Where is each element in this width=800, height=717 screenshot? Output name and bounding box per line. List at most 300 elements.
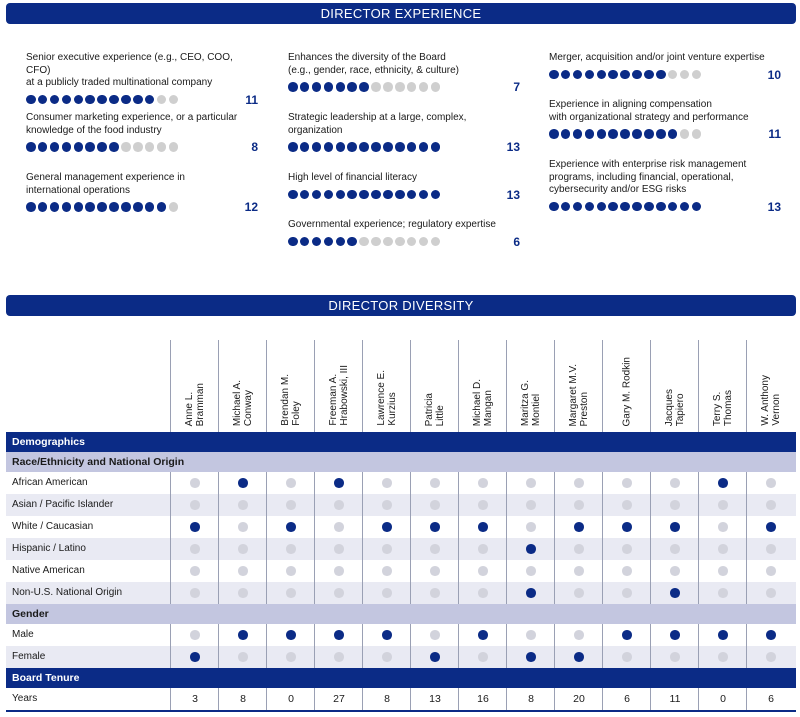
table-cell [218,516,267,538]
skill-count: 13 [767,199,781,214]
table-cell [746,646,795,668]
dot-filled [157,202,167,212]
dot-empty [680,129,690,139]
indicator-empty [238,544,248,554]
skill-label-line: programs, including financial, operational, [549,171,734,183]
table-cell [698,516,747,538]
skill-dot-row [549,200,781,214]
indicator-filled [286,522,296,532]
table-cell [650,538,699,560]
indicator-empty [238,500,248,510]
dot-filled [359,142,369,152]
indicator-empty [670,544,680,554]
director-column-header [362,340,411,432]
table-cell [362,624,411,646]
skill-label [288,219,520,232]
director-column-header [266,340,315,432]
dot-filled [668,129,678,139]
dot-empty [383,237,393,247]
dot-filled [38,142,48,152]
skill-label [549,99,781,124]
table-cell [218,494,267,516]
table-row [6,494,796,516]
indicator-empty [478,652,488,662]
skill-count: 13 [506,140,520,154]
skill-dot-row [549,68,781,82]
dot-filled [312,142,322,152]
dot-filled [573,202,583,212]
indicator-empty [430,500,440,510]
director-name-line: Jacques [664,388,675,426]
table-cell [746,494,795,516]
dot-filled [50,95,60,105]
indicator-filled [286,630,296,640]
table-cell [410,538,459,560]
dot-filled [133,202,143,212]
table-cell [218,472,267,494]
dot-filled [644,70,654,80]
skill-dots [288,190,440,200]
row-label: Male [12,629,34,640]
indicator-empty [286,652,296,662]
director-column-header [650,340,699,432]
dot-filled [74,202,84,212]
indicator-empty [478,500,488,510]
skill-label-line: Experience with enterprise risk management [549,159,747,170]
skill-count: 12 [244,200,258,214]
indicator-empty [334,544,344,554]
director-name-line: Patricia [424,392,435,426]
director-name-line: Terry S. [712,391,723,426]
dot-filled [620,70,630,80]
dot-filled [288,82,298,92]
skill-label-line: Consumer marketing experience, or a particular [26,112,238,123]
skill-label-line: Experience in aligning compensation [549,99,712,110]
table-cell [458,582,507,604]
indicator-empty [190,500,200,510]
dot-empty [169,142,179,152]
board-tenure-section-header: Board Tenure [6,668,796,688]
director-name [280,374,302,426]
table-cell [458,560,507,582]
indicator-empty [718,522,728,532]
indicator-filled [190,522,200,532]
indicator-empty [574,588,584,598]
dot-filled [632,70,642,80]
dot-filled [85,202,95,212]
skill-item [26,52,258,107]
table-cell [650,472,699,494]
director-name [232,380,254,426]
indicator-filled [766,522,776,532]
dot-empty [371,237,381,247]
gender-subsection-header: Gender [6,604,796,624]
dot-filled [597,129,607,139]
table-cell [314,516,363,538]
director-name-line: Kurzius [387,392,398,426]
indicator-empty [190,588,200,598]
indicator-empty [526,478,536,488]
skill-dot-row [26,140,258,154]
dot-filled [97,95,107,105]
dot-filled [145,202,155,212]
dot-filled [419,190,429,200]
director-name-line: Michael A. [232,379,243,426]
table-cell [746,624,795,646]
dot-empty [371,82,381,92]
dot-empty [169,202,179,212]
indicator-empty [190,478,200,488]
years-row [6,688,796,712]
table-cell [602,538,651,560]
director-diversity-banner: DIRECTOR DIVERSITY [6,295,796,316]
skill-label-line: cybersecurity and/or ESG risks [549,184,687,195]
skill-dot-row [288,140,520,154]
table-cell [554,582,603,604]
years-value: 20 [554,688,603,710]
skill-dot-row [288,235,520,249]
table-cell [458,472,507,494]
dot-filled [359,82,369,92]
dot-filled [38,95,48,105]
dot-filled [336,190,346,200]
table-cell [170,472,219,494]
dot-filled [312,190,322,200]
indicator-empty [478,588,488,598]
table-cell [698,646,747,668]
indicator-empty [286,566,296,576]
table-cell [554,646,603,668]
table-cell [410,560,459,582]
dot-filled [133,95,143,105]
table-cell [410,582,459,604]
dot-filled [97,142,107,152]
dot-filled [644,129,654,139]
years-value: 27 [314,688,363,710]
director-name-line: W. Anthony [760,375,771,426]
dot-empty [680,70,690,80]
skill-label [26,172,258,197]
director-name-line: Gary M. Rodkin [621,356,633,426]
dot-filled [549,202,559,212]
indicator-empty [670,478,680,488]
row-label: White / Caucasian [12,521,94,532]
dot-filled [371,142,381,152]
dot-filled [573,70,583,80]
dot-filled [300,142,310,152]
row-label: African American [12,477,88,488]
dot-filled [395,190,405,200]
director-name [760,375,782,426]
dot-filled [312,237,322,247]
dot-filled [407,190,417,200]
table-cell [266,494,315,516]
dot-filled [324,237,334,247]
table-cell [506,538,555,560]
dot-filled [300,82,310,92]
director-name-line: Hrabowski, III [339,365,350,426]
skill-dots [26,202,178,212]
dot-empty [692,70,702,80]
dot-filled [585,202,595,212]
dot-filled [121,95,131,105]
skill-dots [549,202,701,212]
dot-filled [419,142,429,152]
dot-filled [336,82,346,92]
table-cell [458,494,507,516]
dot-filled [395,142,405,152]
director-column-header [170,340,219,432]
skill-label-line: Senior executive experience (e.g., CEO, COO, CFO) [26,52,233,76]
table-cell [362,646,411,668]
table-cell [746,516,795,538]
director-name [472,379,494,426]
skill-dots [26,142,178,152]
director-column-header [314,340,363,432]
indicator-empty [766,652,776,662]
dot-filled [288,237,298,247]
table-cell [698,494,747,516]
indicator-empty [622,544,632,554]
table-cell [650,560,699,582]
indicator-empty [238,588,248,598]
table-cell [218,646,267,668]
indicator-filled [238,478,248,488]
skill-dot-row [26,93,258,107]
dot-empty [419,237,429,247]
indicator-filled [670,522,680,532]
director-name-line: Margaret M.V. [568,363,579,426]
table-cell [746,582,795,604]
skill-dots [288,82,440,92]
dot-filled [431,142,441,152]
dot-filled [561,129,571,139]
table-cell [266,560,315,582]
indicator-empty [382,588,392,598]
director-experience-banner: DIRECTOR EXPERIENCE [6,3,796,24]
row-label: Female [12,651,46,662]
director-name-line: Michael D. [472,378,483,426]
table-cell [458,538,507,560]
indicator-empty [430,478,440,488]
years-value: 8 [362,688,411,710]
dot-filled [85,142,95,152]
skill-label [288,112,520,137]
table-cell [218,538,267,560]
years-value: 8 [506,688,555,710]
table-cell [266,624,315,646]
indicator-filled [190,652,200,662]
skill-label-line: General management experience in [26,172,185,183]
dot-empty [359,237,369,247]
dot-filled [561,70,571,80]
table-cell [314,472,363,494]
table-cell [554,516,603,538]
skill-dots [549,129,701,139]
skill-label [288,172,520,185]
years-value: 8 [218,688,267,710]
dot-filled [50,202,60,212]
dot-filled [324,190,334,200]
skill-dots [288,237,440,247]
indicator-empty [526,630,536,640]
table-cell [602,494,651,516]
skill-dot-row [288,188,520,202]
dot-filled [109,95,119,105]
dot-filled [50,142,60,152]
dot-filled [656,202,666,212]
indicator-filled [430,652,440,662]
table-cell [170,516,219,538]
table-cell [266,646,315,668]
skill-label [26,112,258,137]
indicator-empty [574,544,584,554]
dot-filled [62,202,72,212]
years-value: 0 [698,688,747,710]
table-cell [410,472,459,494]
dot-filled [121,202,131,212]
row-label: Asian / Pacific Islander [12,499,114,510]
table-cell [362,516,411,538]
dot-empty [407,237,417,247]
indicator-filled [718,478,728,488]
table-cell [506,624,555,646]
table-cell [266,538,315,560]
dot-filled [97,202,107,212]
indicator-filled [526,652,536,662]
skill-label-line: with organizational strategy and performance [549,111,749,123]
dot-filled [597,70,607,80]
skill-label [288,52,520,77]
indicator-filled [382,630,392,640]
director-name-line: Conway [243,389,254,426]
skill-dots [26,95,178,105]
director-name [712,390,734,426]
dot-empty [692,129,702,139]
table-cell [698,582,747,604]
indicator-empty [526,500,536,510]
table-cell [362,560,411,582]
director-column-header [218,340,267,432]
skill-count: 7 [513,80,520,94]
dot-filled [324,82,334,92]
table-cell [506,516,555,538]
table-cell [554,560,603,582]
dot-filled [608,202,618,212]
indicator-empty [382,566,392,576]
director-name-line: Brendan M. [280,374,291,426]
table-cell [170,494,219,516]
director-name [568,364,590,426]
dot-filled [383,142,393,152]
skill-count: 11 [768,127,781,141]
indicator-empty [286,478,296,488]
indicator-empty [766,588,776,598]
indicator-filled [766,630,776,640]
table-cell [170,646,219,668]
director-diversity-table [6,340,796,712]
director-column-header [458,340,507,432]
table-cell [218,624,267,646]
dot-filled [300,237,310,247]
director-column-header [506,340,555,432]
years-value: 13 [410,688,459,710]
table-row [6,472,796,494]
director-name [424,393,446,426]
director-name-line: Foley [291,401,302,426]
skill-count: 10 [767,67,781,82]
table-cell [506,560,555,582]
indicator-empty [526,566,536,576]
skill-dots [549,70,701,80]
indicator-empty [430,544,440,554]
skill-label-line: knowledge of the food industry [26,124,162,136]
indicator-empty [670,652,680,662]
years-label: Years [12,693,38,704]
table-cell [602,624,651,646]
table-row [6,646,796,668]
table-cell [698,560,747,582]
dot-filled [632,129,642,139]
indicator-empty [286,588,296,598]
skill-dots [288,142,440,152]
skill-dot-row [26,200,258,214]
indicator-filled [670,630,680,640]
dot-filled [324,142,334,152]
dot-filled [336,142,346,152]
table-row [6,538,796,560]
skill-item [288,219,520,249]
indicator-empty [478,478,488,488]
skill-label-line: Merger, acquisition and/or joint venture expertise [549,52,765,63]
dot-filled [644,202,654,212]
director-name [184,383,206,426]
years-value: 3 [170,688,219,710]
director-name [328,365,350,426]
dot-empty [157,95,167,105]
dot-filled [312,82,322,92]
indicator-empty [382,652,392,662]
director-name-line: Mangan [483,389,494,426]
indicator-filled [478,522,488,532]
skill-label-line: at a publicly traded multinational company [26,77,213,88]
director-name-line: Anne L. [184,391,195,426]
indicator-empty [766,544,776,554]
table-cell [314,560,363,582]
skill-label-line: Strategic leadership at a large, complex, [288,112,467,123]
director-column-header [698,340,747,432]
dot-filled [109,142,119,152]
table-cell [506,494,555,516]
dot-filled [347,190,357,200]
indicator-empty [382,544,392,554]
table-cell [170,560,219,582]
table-cell [602,646,651,668]
indicator-empty [526,522,536,532]
dot-filled [145,95,155,105]
indicator-filled [670,588,680,598]
dot-empty [407,82,417,92]
director-name [622,357,633,426]
table-cell [650,494,699,516]
director-name-line: Preston [579,391,590,426]
director-name-line: Maritza G. [520,379,531,426]
indicator-empty [190,566,200,576]
dot-filled [597,202,607,212]
skill-item [26,172,258,214]
table-cell [746,538,795,560]
dot-filled [347,82,357,92]
